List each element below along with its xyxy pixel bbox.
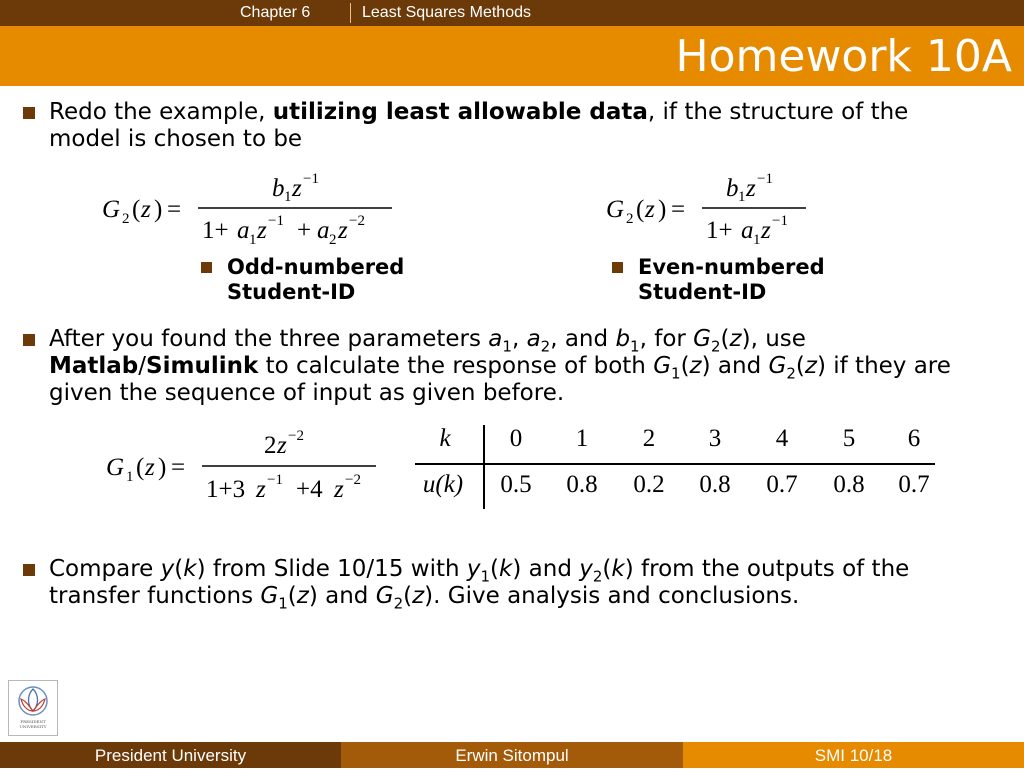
svg-text:z: z — [141, 196, 151, 223]
table-cell-u: 0.8 — [833, 471, 865, 498]
table-header-u: u(k) — [422, 471, 464, 498]
odd-id-label: Odd-numbered Student-ID — [227, 255, 405, 304]
bullet-2-text: After you found the three parameters $a_1$, $a_2$, and $b_1$, for $G_2(z)$, use Matlab/Simulink to calculate the response of both $G_1(z)$ and $G_2(z)$ if they are given the sequence of input as given before. — [49, 326, 951, 406]
footer-institution: President University — [0, 742, 341, 768]
svg-text:(: ( — [136, 454, 145, 481]
title-bar — [0, 26, 1024, 86]
svg-text:−2: −2 — [288, 428, 304, 444]
svg-text:G: G — [106, 454, 125, 481]
table-divider — [483, 425, 485, 509]
svg-text:G: G — [606, 196, 625, 223]
svg-text:−1: −1 — [268, 213, 284, 229]
svg-text:1: 1 — [284, 189, 292, 205]
svg-text:1: 1 — [126, 469, 134, 485]
svg-text:PRESIDENT: PRESIDENT — [20, 719, 46, 724]
table-cell-k: 3 — [708, 425, 722, 452]
bullet-marker — [23, 107, 35, 119]
svg-text:z: z — [277, 432, 287, 459]
university-logo — [8, 680, 58, 736]
header-bar — [0, 0, 1024, 26]
sub-bullet-marker — [201, 262, 212, 273]
svg-text:a: a — [317, 217, 330, 244]
table-cell-u: 0.7 — [766, 471, 798, 498]
svg-text:=: = — [671, 196, 686, 223]
svg-text:−1: −1 — [303, 171, 319, 187]
bullet-marker — [23, 564, 35, 576]
svg-text:z: z — [338, 217, 348, 244]
svg-text:(: ( — [132, 196, 141, 223]
svg-text:−2: −2 — [349, 213, 365, 229]
table-divider — [415, 463, 935, 465]
section-label: Least Squares Methods — [362, 4, 531, 21]
svg-text:z: z — [645, 196, 655, 223]
table-cell-k: 6 — [907, 425, 921, 452]
bullet-1-text: Redo the example, utilizing least allowable data, if the structure of the model is chosen to be — [49, 99, 909, 152]
g1-transfer-equation — [106, 425, 386, 514]
header-divider — [350, 3, 351, 23]
svg-text:2: 2 — [626, 211, 634, 227]
svg-text:(: ( — [636, 196, 645, 223]
footer-bar — [0, 742, 1024, 768]
even-id-label: Even-numbered Student-ID — [638, 255, 825, 304]
svg-text:): ) — [154, 196, 163, 223]
svg-text:2: 2 — [122, 211, 130, 227]
svg-text:1+: 1+ — [706, 217, 733, 244]
slide-title: Homework 10A — [675, 31, 1012, 82]
svg-text:1: 1 — [249, 232, 257, 248]
svg-text:−1: −1 — [772, 213, 788, 229]
table-cell-u: 0.8 — [699, 471, 731, 498]
table-cell-u: 0.7 — [898, 471, 930, 498]
bullet-1-emphasis: utilizing least allowable data — [272, 99, 648, 125]
table-header-k: k — [439, 425, 451, 452]
svg-text:b: b — [726, 175, 739, 202]
sub-bullet-marker — [612, 262, 623, 273]
footer-slide-number: SMI 10/18 — [683, 742, 1024, 768]
svg-text:1+3: 1+3 — [206, 476, 246, 503]
footer-author: Erwin Sitompul — [341, 742, 683, 768]
svg-text:z: z — [257, 217, 267, 244]
svg-text:−1: −1 — [267, 472, 283, 488]
table-cell-k: 2 — [642, 425, 656, 452]
table-cell-k: 5 — [842, 425, 856, 452]
svg-text:−2: −2 — [345, 472, 361, 488]
svg-text:=: = — [167, 196, 182, 223]
chapter-label: Chapter 6 — [240, 4, 311, 21]
svg-text:UNIVERSITY: UNIVERSITY — [19, 724, 47, 729]
svg-text:2: 2 — [264, 432, 277, 459]
svg-text:+4: +4 — [296, 476, 323, 503]
bullet-marker — [23, 334, 35, 346]
svg-text:1+: 1+ — [202, 217, 229, 244]
svg-text:=: = — [171, 454, 186, 481]
svg-text:−1: −1 — [757, 171, 773, 187]
table-cell-k: 1 — [575, 425, 589, 452]
svg-text:G: G — [102, 196, 121, 223]
svg-text:z: z — [292, 175, 302, 202]
g2-first-order-equation — [606, 168, 826, 257]
table-cell-k: 0 — [509, 425, 523, 452]
lotus-emblem-icon — [9, 681, 57, 735]
g2-second-order-equation — [102, 168, 402, 257]
svg-text:z: z — [334, 476, 344, 503]
svg-text:): ) — [658, 196, 667, 223]
svg-text:z: z — [761, 217, 771, 244]
table-cell-u: 0.2 — [633, 471, 665, 498]
svg-text:2: 2 — [329, 232, 337, 248]
svg-text:b: b — [272, 175, 285, 202]
svg-text:z: z — [256, 476, 266, 503]
svg-text:z: z — [145, 454, 155, 481]
table-cell-u: 0.8 — [566, 471, 598, 498]
input-sequence-table — [413, 425, 935, 515]
svg-text:z: z — [746, 175, 756, 202]
svg-text:a: a — [741, 217, 754, 244]
svg-text:1: 1 — [753, 232, 761, 248]
svg-text:+: + — [297, 217, 312, 244]
table-cell-k: 4 — [775, 425, 789, 452]
svg-text:a: a — [237, 217, 250, 244]
bullet-3-text: Compare y(k) from Slide 10/15 with $y_1(k)$ and $y_2(k)$ from the outputs of the transfer functions $G_1(z)$ and $G_2(z)$. Give analysis and conclusions. — [49, 556, 910, 613]
svg-text:1: 1 — [738, 189, 746, 205]
svg-text:): ) — [158, 454, 167, 481]
table-cell-u: 0.5 — [500, 471, 532, 498]
